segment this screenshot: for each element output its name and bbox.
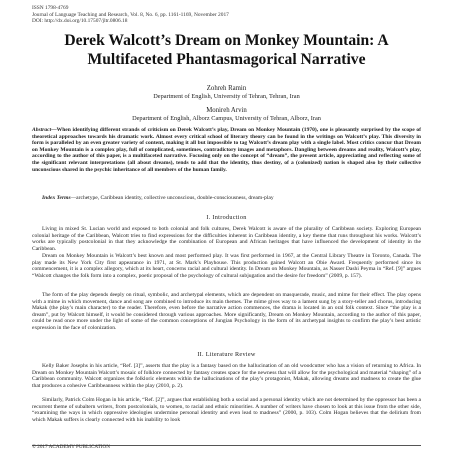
paragraph: The form of the play depends deeply on ritual, symbolic, and archetypal elements, which are dependent on masquerade, music, and mime for their effect. The play opens with a mime in which movement, dance and song are combined to introduce its main themes. The mime gives way to a lament sung by a story-teller and chorus, introducing Makak (the play’s main character) to the reader. Therefore, even before the narrative action commences, the drama is located in an oral folk context. Since “the play is a dream”, put by Walcott himself, it would be considered through various approaches. More significantly, Dream on Monkey Mountain, according to the author of this paper, could be read once more under the light of some of the common conceptions of Jungian Psychology in the form of its archetypal insights to confirm the play’s best artistic expression in the face of colonization. bbox=[32, 292, 421, 331]
index-terms-label: Index Terms bbox=[42, 195, 71, 201]
footer-copyright: © 2017 ACADEMY PUBLICATION bbox=[32, 444, 110, 450]
index-terms-text: —archetype, Caribbean identity, collective unconscious, double-consciousness, dream-play bbox=[70, 195, 274, 201]
abstract-label: Abstract bbox=[32, 127, 52, 133]
journal-citation-line: Journal of Language Teaching and Research, Vol. 8, No. 6, pp. 1161-1169, November 2017 bbox=[32, 11, 229, 18]
index-terms bbox=[42, 195, 421, 202]
author-name: Monireh Arvin bbox=[206, 107, 247, 114]
paragraph: Living in mixed St. Lucian world and exposed to both colonial and folk cultures, Derek Walcott is aware of the plurality of Caribbean society. Exploring European colonial heritage of the Caribbean, Walcott tries to find expressions for the difficulties inherent in Caribbean identity, a key theme that runs throughout his works. Walcott’s works are typically postcolonial in that they acknowledge the combination of European and African heritages that have influenced the development of identity in the Caribbean. bbox=[32, 226, 421, 252]
title-line-1: Derek Walcott’s Dream on Monkey Mountain: A bbox=[64, 32, 389, 49]
paragraph: Kelly Baker Josephs in his article, “Ref. [3]”, asserts that the play is a fantasy based on the hallucination of an old woodcutter who has a vision of returning to Africa. In Dream on Monkey Mountain Walcott’s mosaic of folklore connected by fantasy creates space for the newness that will allow for the psychological and material “shaping” of a Caribbean community. Walcott organizes the folkloric elements within the hallucinations of the play’s protagonist, Makak, allowing dreams and madness to create the glue that produces a cohesive Caribbeanness within the play (2010, p. 2). bbox=[32, 363, 421, 389]
author-block-1 bbox=[0, 85, 453, 101]
abstract bbox=[32, 127, 421, 173]
section-heading-introduction: I. Introduction bbox=[206, 214, 247, 221]
author-affiliation: Department of English, University of Tehran, Tehran, Iran bbox=[153, 93, 300, 100]
paragraph: Similarly, Patrick Colm Hogan in his article, “Ref. [2]”, argues that establishing both a social and a personal identity which are not determined by the oppressor has been a recurrent theme of subaltern writers, from postcolonials, to women, to racial and ethnic minorities. A number of writers have chosen to look at this issue from the other side, “examining the ways in which oppressive ideologies undermine personal identity and even lead to madness” (2000, p. 103). Colm Hogan believes that the delirium from which Makak suffers is clearly connected with his inability to look bbox=[32, 397, 421, 423]
journal-metadata bbox=[32, 5, 229, 25]
abstract-text: —When identifying different strands of criticism on Derek Walcott’s play, Dream on Monkey Mountain (1970), one is pleasantly surprised by the scope of theoretical approaches towards his dramatic work. Almost every critical school of literary theory can be found in the writings on Walcott’s play. This diversity in form is paralleled by an even greater variety of content, making it all but impossible to tag Walcott’s dream play with a single label. Most critics concur that Dream on Monkey Mountain is a complex play, full of complicated, sometimes, contradictory images and metaphors. Dangling between dreams and reality, Walcott’s play, according to the author of this paper, is a multifaceted narrative. Focusing only on the concept of “dream”, the present article, appreciating and reflecting some of the significant relevant interpretations (all about dreams), tends to add that the identity, thus destiny, of a (colonized) nation is shaped also by their collective unconscious shared in the psychic inheritance of all members of the human family. bbox=[32, 127, 421, 173]
author-name: Zohreh Ramin bbox=[206, 85, 247, 92]
issn-line: ISSN 1798-4769 bbox=[32, 5, 69, 11]
author-block-2 bbox=[0, 107, 453, 123]
doi-line: DOI: http://dx.doi.org/10.17507/jltr.0806.18 bbox=[32, 18, 128, 25]
paragraph: Dream on Monkey Mountain is Walcott’s best known and most performed play. It was first performed in 1967, at the Central Library Theatre in Toronto, Canada. The play made its New York City first appearance in 1971, at St. Mark’s Playhouse. This production gained Walcott an Obie Award. Frequently performed since its commencement, it is a complex allegory, which at its heart, concerns racial and cultural identity. In Dream on Monkey Mountain, as Nasser Dashi Peyma in “Ref. [9]” argues “Walcott changes the folk form into a complex, poetic proposal of the psychology of cultural subjugation and the desire for freedom” (2009, p. 157). bbox=[32, 253, 421, 279]
title-line-2: Multifaceted Phantasmagorical Narrative bbox=[87, 51, 366, 68]
author-affiliation: Department of English, Alborz Campus, University of Tehran, Alborz, Iran bbox=[132, 115, 321, 122]
section-heading-literature-review: II. Literature Review bbox=[197, 351, 256, 358]
paper-title bbox=[0, 31, 453, 69]
